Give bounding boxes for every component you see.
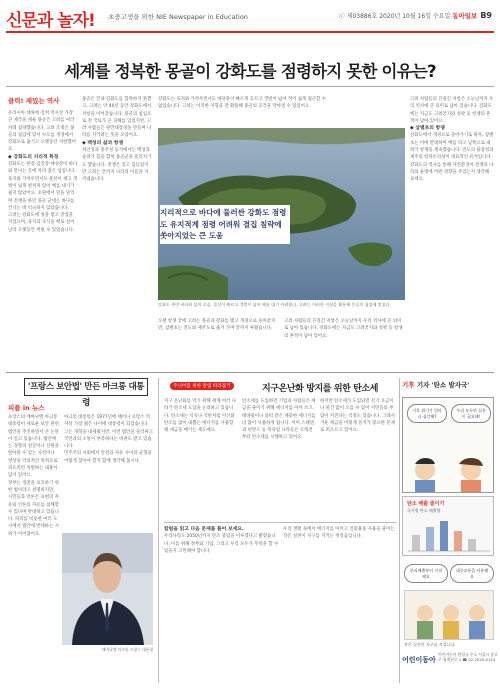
article-kicker: 클릭! 재밌는 역사 <box>8 97 60 105</box>
publisher-name: 동아일보 <box>452 12 478 20</box>
paragraph: 고려 사람들의 끈질긴 저항은 오늘날까지 우리 역사에 큰 의미로 남아 있습니다. 강화도에는 지금도 고려궁지와 성곽 등 항쟁의 흔적이 남아 있어요. <box>410 97 494 124</box>
speech-bubble: 우리 모두의 실천이 필요해! <box>451 404 491 423</box>
article-column-3-lower <box>158 318 280 370</box>
speech-bubble: 분리배출부터 시작해요 <box>404 564 448 583</box>
pull-quote: 지리적으로 바다에 둘러싼 강화도 점령도 유지적계 점령 어려워 결집 침략에 쏫아지었는 큰 도움 <box>160 205 290 244</box>
speech-bubble: 기후 위기가 얼마나 심각해? <box>407 404 447 423</box>
column-rule <box>399 378 400 683</box>
paragraph: 지구 온난화를 막기 위해 세계 여러 나라가 탄소세 도입을 논의하고 있습니다. 탄소세는 석유나 석탄처럼 이산화탄소를 많이 내뿜는 에너지를 사용할 때 세금을 매기는 제도예요. <box>164 399 236 434</box>
paragraph: 프랑스의 에마뉘엘 마크롱 대통령이 새로운 보안 관련 법안을 추진하면서 큰 논란이 일고 있습니다. 법안에는 경찰의 얼굴이나 신원을 알아볼 수 있는 사진이나 영상을 악의적인 목적으로 퍼뜨리면 처벌하는 내용이 담겨 있어요. <box>8 415 59 479</box>
paragraph: 민주주의 사회에서 안전과 자유 사이의 균형을 어떻게 찾아야 할지 함께 생각해 봅시다. <box>64 451 152 464</box>
cartoon-title: 기후 기자 '탄소 발자국' <box>402 381 470 389</box>
column-rule <box>158 378 159 683</box>
column-text-2 <box>242 398 316 516</box>
paragraph: 우리 생활 속에서 에너지를 아끼고 일회용품 사용을 줄이는 작은 실천이 지구를 지키는 첫걸음입니다. <box>283 527 395 540</box>
footer-logo: 어린이동아 <box>402 656 436 664</box>
edition-info: ⓒ 제03886호 2020년 10월 16일 수요일 동아일보 B9 <box>338 11 492 20</box>
closing-text: 작은 실천이 지구를 지킵니다. <box>404 642 456 647</box>
cartoon-panel <box>402 397 494 493</box>
speech-bubble: 대중교통을 이용해요 <box>450 564 494 583</box>
title-rule <box>6 86 494 87</box>
footer-info: 어린이동아 편집국 주소 서울시 종로구 청계천로 1 ☎ 02-2020-0114 <box>438 652 498 663</box>
paragraph: 강화도는 육지와 가까우면서도 바닷물이 빠르게 흐르고 갯벌이 넓어 적이 쉽게 접근할 수 없었습니다. 고려는 이러한 지형을 잘 활용해 몽골의 공격을 막아낼 수 있었어요. <box>158 97 327 110</box>
column-text-1 <box>164 398 238 516</box>
paragraph: 우리나라도 2050년까지 탄소 중립을 이루겠다고 밝혔습니다. 이를 위해 정부와 기업, 그리고 우리 모두가 무엇을 할 수 있을지 고민해야 합니다. <box>164 534 279 554</box>
quiz-text-2 <box>283 526 396 676</box>
paragraph: 강화도에서 개경으로 돌아가기로 하자, 삼별초는 이에 반대하며 배를 타고 남쪽으로 내려가 항쟁을 계속했습니다. 진도의 용장성과 제주의 항파두리성이 대표적인 유적입니다. <box>410 133 494 161</box>
card-title: 탄소 배출 줄이기 <box>407 501 445 507</box>
people-news-column-2 <box>64 414 154 530</box>
info-card <box>402 496 494 556</box>
paragraph: 고려는 강화도에 성을 쌓고 궁궐을 지었으며, 육지의 곡식을 배로 실어 날라 오랫동안 버틸 수 있었습니다. <box>8 213 75 233</box>
page-number: B9 <box>480 11 492 20</box>
paragraph: 탄소세를 도입하면 기업과 사람들은 세금을 줄이기 위해 에너지를 아껴 쓰고, 태양광이나 풍력 같은 깨끗한 에너지를 더 많이 사용하게 됩니다. 이미 스웨덴과 핀란드 등 북유럽 나라들은 오래전부터 탄소세를 시행하고 있어요. <box>242 399 316 441</box>
subheading: ◆ 삼별초의 항쟁 <box>410 126 445 132</box>
people-news-column-1 <box>8 414 60 658</box>
article-column-2 <box>82 96 152 368</box>
subheading: ◆ 강화도의 지리적 특징 <box>8 154 59 160</box>
subheading: ◆ 백성의 삶과 항쟁 <box>82 140 124 146</box>
paragraph: 유라시아 대륙에 걸쳐 역사상 가장 큰 제국을 세운 몽골은 고려를 여러 차례 침략했습니다. 고려 조정은 몽골의 침입에 맞서 수도를 개경에서 강화도로 옮기고 오랫동안 저항했어요. <box>8 111 76 153</box>
article-column-3 <box>158 96 328 126</box>
column-text-3 <box>320 398 396 516</box>
section-divider <box>6 372 494 373</box>
photo-caption: 강화도 주변 바다와 섬의 모습. 물살이 빠르고 갯벌이 넓어 배를 대기 어려웠다. 고려는 이러한 지형을 활용해 몽골의 침입에 맞섰다. <box>158 302 391 307</box>
paragraph: 강화도의 역사를 통해 자연환경이 전쟁과 나라의 운명에 어떤 영향을 주었는지 생각해 보세요. <box>410 162 494 183</box>
header-rule <box>6 31 494 33</box>
photo-caption: 에마뉘엘 마크롱 프랑스 대통령 <box>101 647 153 652</box>
article-column-4 <box>284 318 405 370</box>
column-title: 지구온난화 방지를 위한 탄소세 <box>262 384 379 394</box>
brand-logo: 신문과 놀자! <box>6 11 95 31</box>
paragraph: 오랜 항쟁 끝에 고려는 몽골과 강화를 맺고 개경으로 돌아갔지만, 삼별초는 진도와 제주도로 옮겨 가며 끝까지 싸웠습니다. <box>158 319 276 332</box>
column-badge: 주니어를 위한 칼럼 따라잡기 <box>170 382 234 390</box>
kids-illustration <box>404 590 494 640</box>
section-label: 피플 in 뉴스 <box>8 404 45 412</box>
chart-label: 국가별 탄소 배출량 <box>407 508 441 513</box>
paragraph: 처인성과 충주성 등지에서는 백성과 승려가 힘을 합쳐 몽골군을 물리치기도 했습니다. 전쟁은 길고 힘들었지만 고려는 끝까지 나라의 이름을 지켜냈습니다. <box>82 148 152 183</box>
article-column-1 <box>8 110 78 368</box>
quiz-text <box>164 526 279 676</box>
paragraph: 마크롱 대통령은 1977년에 태어나 프랑스 역사상 가장 젊은 나이에 대통령이 되었습니다. 그는 개혁을 내세웠지만, 이번 법안을 둘러싸고 국민과의 소통이 부족하다는 비판도 받고 있습니다. <box>64 415 153 450</box>
quiz-rule <box>164 522 396 523</box>
article-title: 세계를 정복한 몽골이 강화도를 점령하지 못한 이유는? <box>64 62 436 81</box>
header-subtitle: 초중고생을 위한 NIE Newspaper in Education <box>108 13 248 21</box>
quiz-heading: 칼럼을 읽고 다음 문제를 풀어 보세요. <box>164 527 244 532</box>
article-column-5 <box>410 96 494 368</box>
paragraph: 정부는 경찰을 보호하기 위한 법이라고 설명하지만, 시민들과 언론은 표현의 자유와 언론의 자유를 침해할 수 있다며 반대하고 있습니다. 파리를 비롯한 여러 도시에서 법안에 반대하는 시위가 이어졌어요. <box>8 480 59 537</box>
paragraph: 몽골은 끝내 강화도를 함락하지 못했고, 고려는 약 40년 동안 강화도에서 저항을 이어갔습니다. 몽골의 침입으로 전 국토가 큰 피해를 입었지만, 고려 사람들은 팔만대장경을 만들며 나라를 지키려는 뜻을 모았어요. <box>82 97 152 139</box>
paragraph: 강화도는 한강·임진강·예성강이 바다와 만나는 곳에 자리 잡은 섬입니다. 육지와 가까우면서도 물살이 세고 갯벌이 넓게 펼쳐져 있어 배를 대기가 쉽지 않았어요. 초원에서 말을 달리며 전쟁을 하던 몽골 군대는 바다를 건너는 데 익숙하지 않았습니다. <box>8 162 78 211</box>
people-news-title: '프랑스 보안법' 만든 마크롱 대통령 <box>24 378 148 396</box>
paragraph: 하지만 탄소세가 도입되면 전기 요금이나 물건 값이 오를 수 있어 서민들의 부담이 커진다는 걱정도 있습니다. 그래서 거둔 세금을 어떻게 쓸지가 중요한 문제로 떠오르고 있어요. <box>320 399 395 434</box>
macron-photo <box>62 533 153 645</box>
paragraph: 고려 사람들의 끈질긴 저항은 오늘날까지 우리 역사에 큰 의미로 남아 있습니다. 강화도에는 지금도 고려궁지와 성곽 등 항쟁의 흔적이 남아 있어요. <box>284 319 403 339</box>
